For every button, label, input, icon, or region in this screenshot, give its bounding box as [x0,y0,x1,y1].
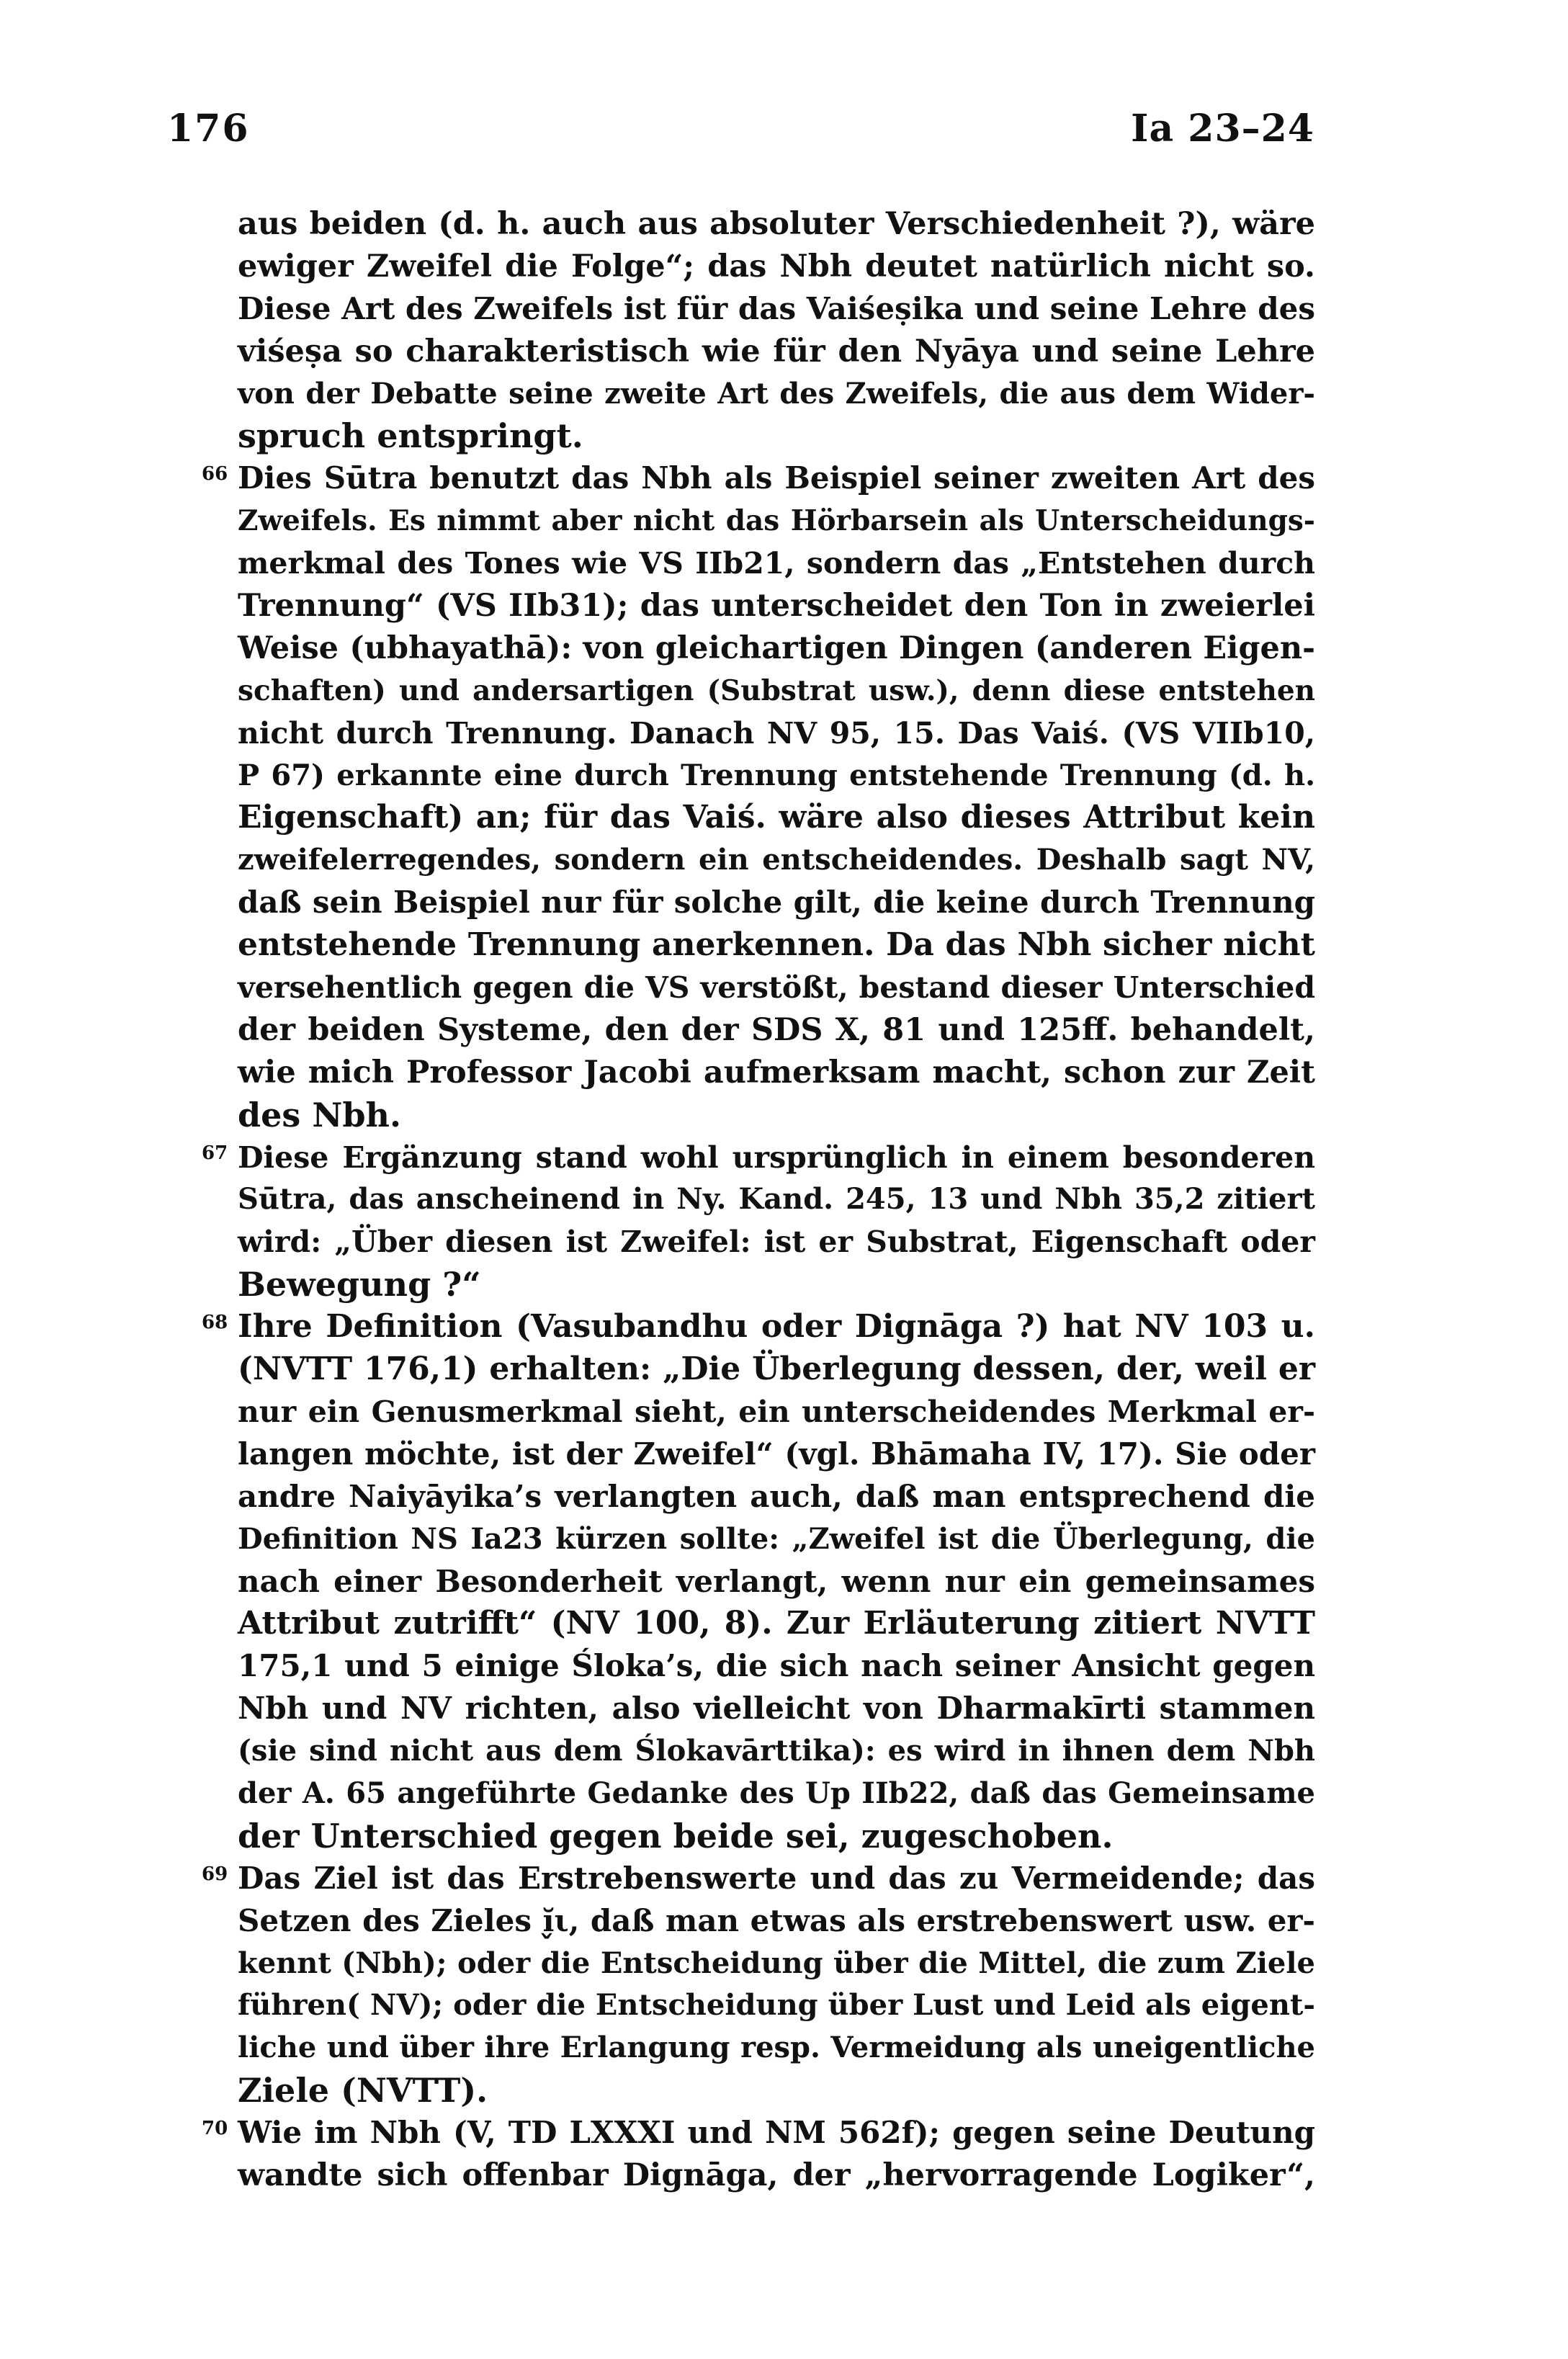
text-line [238,1221,1315,1263]
text-line [238,1943,1315,1985]
text-line [238,1900,1315,1943]
text-line-content: Sūtra, das anscheinend in Ny. Kand. 245, 13 und Nbh 35,2 zitiert [238,1182,1315,1217]
text-line-content: entstehende Trennung anerkennen. Da das Nbh sicher nicht [238,926,1315,964]
text-line [202,1858,1315,1900]
text-line [238,1476,1315,1518]
text-line-content: wird: „Über diesen ist Zweifel: ist er Substrat, Eigenschaft oder [238,1225,1315,1260]
text-line-content: der A. 65 angeführte Gedanke des Up IIb22, daß das Gemeinsame [238,1776,1315,1810]
text-line [238,1688,1315,1730]
text-line [238,1009,1315,1052]
text-line [238,1603,1315,1645]
text-line-content: spruch entspringt. [238,416,583,456]
text-line-content: Trennung“ (VS IIb31); das unterscheidet den Ton in zweierlei [238,588,1315,625]
text-line [238,331,1315,373]
text-line-content: nicht durch Trennung. Danach NV 95, 15. Das Vaiś. (VS VIIb10, [238,715,1315,751]
text-line-content: ewiger Zweifel die Folge“; das Nbh deutet natürlich nicht so. [238,248,1315,285]
text-line-content: viśeṣa so charakteristisch wie für den Nyāya und seine Lehre [238,333,1315,370]
text-line [238,288,1315,331]
text-line-content: nach einer Besonderheit verlangt, wenn nur ein gemeinsames [238,1563,1315,1599]
text-line-content: Attribut zutrifft“ (NV 100, 8). Zur Erläuterung zitiert NVTT [238,1605,1315,1642]
footnote-number: 69 [202,1863,228,1885]
text-line-content: merkmal des Tones wie VS IIb21, sondern das „Entstehen durch [238,546,1315,581]
text-line-content: schaften) und andersartigen (Substrat usw.), denn diese entstehen [238,673,1315,707]
text-line-content: Ziele (NVTT). [238,2071,488,2110]
text-line [238,203,1315,246]
text-line [238,670,1315,712]
section-reference: Ia 23–24 [1131,107,1314,151]
text-line [238,1178,1315,1221]
text-line [238,924,1315,967]
text-line [238,1773,1315,1815]
text-line-content: zweifelerregendes, sondern ein entscheidendes. Deshalb sagt NV, [238,843,1315,877]
text-line [238,882,1315,924]
text-line-content: P 67) erkannte eine durch Trennung entstehende Trennung (d. h. [238,758,1315,792]
text-line-content: Definition NS Ia23 kürzen sollte: „Zweifel ist die Überlegung, die [238,1521,1315,1556]
text-line [238,585,1315,627]
footnotes-body [202,203,1315,2197]
text-line-content: Weise (ubhayathā): von gleichartigen Dingen (anderen Eigen- [238,630,1315,666]
text-line-content: Bewegung ?“ [238,1265,481,1304]
text-line [238,1348,1315,1391]
text-line [238,797,1315,839]
text-line [238,1518,1315,1561]
text-line [238,2027,1315,2069]
text-line [238,967,1315,1009]
text-line-content: nur ein Genusmerkmal sieht, ein unterscheidendes Merkmal er- [238,1394,1315,1429]
text-line [238,415,1315,457]
page-number: 176 [167,107,250,151]
text-line [238,1815,1315,1858]
text-line [202,1306,1315,1348]
text-line [238,500,1315,542]
text-line [238,1263,1315,1306]
text-line [202,2112,1315,2154]
text-line [238,755,1315,797]
text-line [238,1433,1315,1476]
text-line-content: Zweifels. Es nimmt aber nicht das Hörbarsein als Unterscheidungs- [238,504,1315,538]
text-line [238,1391,1315,1433]
text-line [238,246,1315,288]
text-line-content: 175,1 und 5 einige Śloka’s, die sich nach seiner Ansicht gegen [238,1648,1315,1684]
text-line-content: Diese Ergänzung stand wohl ursprünglich in einem besonderen [238,1140,1315,1175]
text-line [238,1645,1315,1688]
text-line-content: von der Debatte seine zweite Art des Zweifels, die aus dem Wider- [238,376,1315,411]
text-line [238,2069,1315,2112]
text-line-content: Ihre Definition (Vasubandhu oder Dignāga ?) hat NV 103 u. [238,1308,1315,1346]
text-line-content: der Unterschied gegen beide sei, zugeschoben. [238,1816,1114,1856]
text-line-content: der beiden Systeme, den der SDS X, 81 und 125ff. behandelt, [238,1011,1315,1048]
text-line [202,457,1315,500]
text-line-content: Diese Art des Zweifels ist für das Vaiśeṣika und seine Lehre des [238,290,1315,326]
footnote-number: 68 [202,1312,228,1334]
text-line [202,1137,1315,1179]
footnote-number: 70 [202,2118,228,2140]
text-line-content: Dies Sūtra benutzt das Nbh als Beispiel seiner zweiten Art des [238,460,1315,496]
text-line [238,712,1315,755]
text-line [238,839,1315,882]
text-line [238,1561,1315,1603]
text-line-content: Wie im Nbh (V, TD LXXXI und NM 562f); gegen seine Deutung [238,2115,1315,2151]
text-line-content: Setzen des Zieles ĭ̬ι, daß man etwas als erstrebenswert usw. er- [238,1902,1315,1938]
text-line-content: des Nbh. [238,1095,402,1134]
text-line-content: kennt (Nbh); oder die Entscheidung über die Mittel, die zum Ziele [238,1946,1315,1980]
text-line [238,542,1315,585]
text-line-content: andre Naiyāyika’s verlangten auch, daß man entsprechend die [238,1478,1315,1514]
text-line-content: liche und über ihre Erlangung resp. Vermeidung als uneigentliche [238,2031,1315,2065]
text-line-content: (sie sind nicht aus dem Ślokavārttika): es wird in ihnen dem Nbh [238,1734,1315,1768]
text-line [238,1984,1315,2027]
text-line [238,1094,1315,1137]
text-line-content: wandte sich offenbar Dignāga, der „hervorragende Logiker“, [238,2157,1315,2193]
footnote-number: 67 [202,1142,228,1164]
text-line-content: (NVTT 176,1) erhalten: „Die Überlegung dessen, der, weil er [238,1351,1315,1388]
text-line [238,2154,1315,2197]
text-line-content: langen möchte, ist der Zweifel“ (vgl. Bhāmaha IV, 17). Sie oder [238,1436,1315,1472]
text-line-content: wie mich Professor Jacobi aufmerksam macht, schon zur Zeit [238,1054,1315,1091]
footnote-number: 66 [202,463,228,485]
text-line [238,373,1315,416]
text-line-content: aus beiden (d. h. auch aus absoluter Verschiedenheit ?), wäre [238,206,1315,242]
text-line [238,1052,1315,1094]
text-line-content: daß sein Beispiel nur für solche gilt, die keine durch Trennung [238,885,1315,921]
text-line-content: versehentlich gegen die VS verstößt, bestand dieser Unterschied [238,970,1315,1006]
text-line [238,627,1315,670]
text-line-content: Eigenschaft) an; für das Vaiś. wäre also dieses Attribut kein [238,799,1315,836]
text-line-content: Das Ziel ist das Erstrebenswerte und das zu Vermeidende; das [238,1860,1315,1896]
text-line [238,1730,1315,1773]
text-line-content: führen( NV); oder die Entscheidung über Lust und Leid als eigent- [238,1988,1315,2023]
text-line-content: Nbh und NV richten, also vielleicht von Dharmakīrti stammen [238,1691,1315,1727]
